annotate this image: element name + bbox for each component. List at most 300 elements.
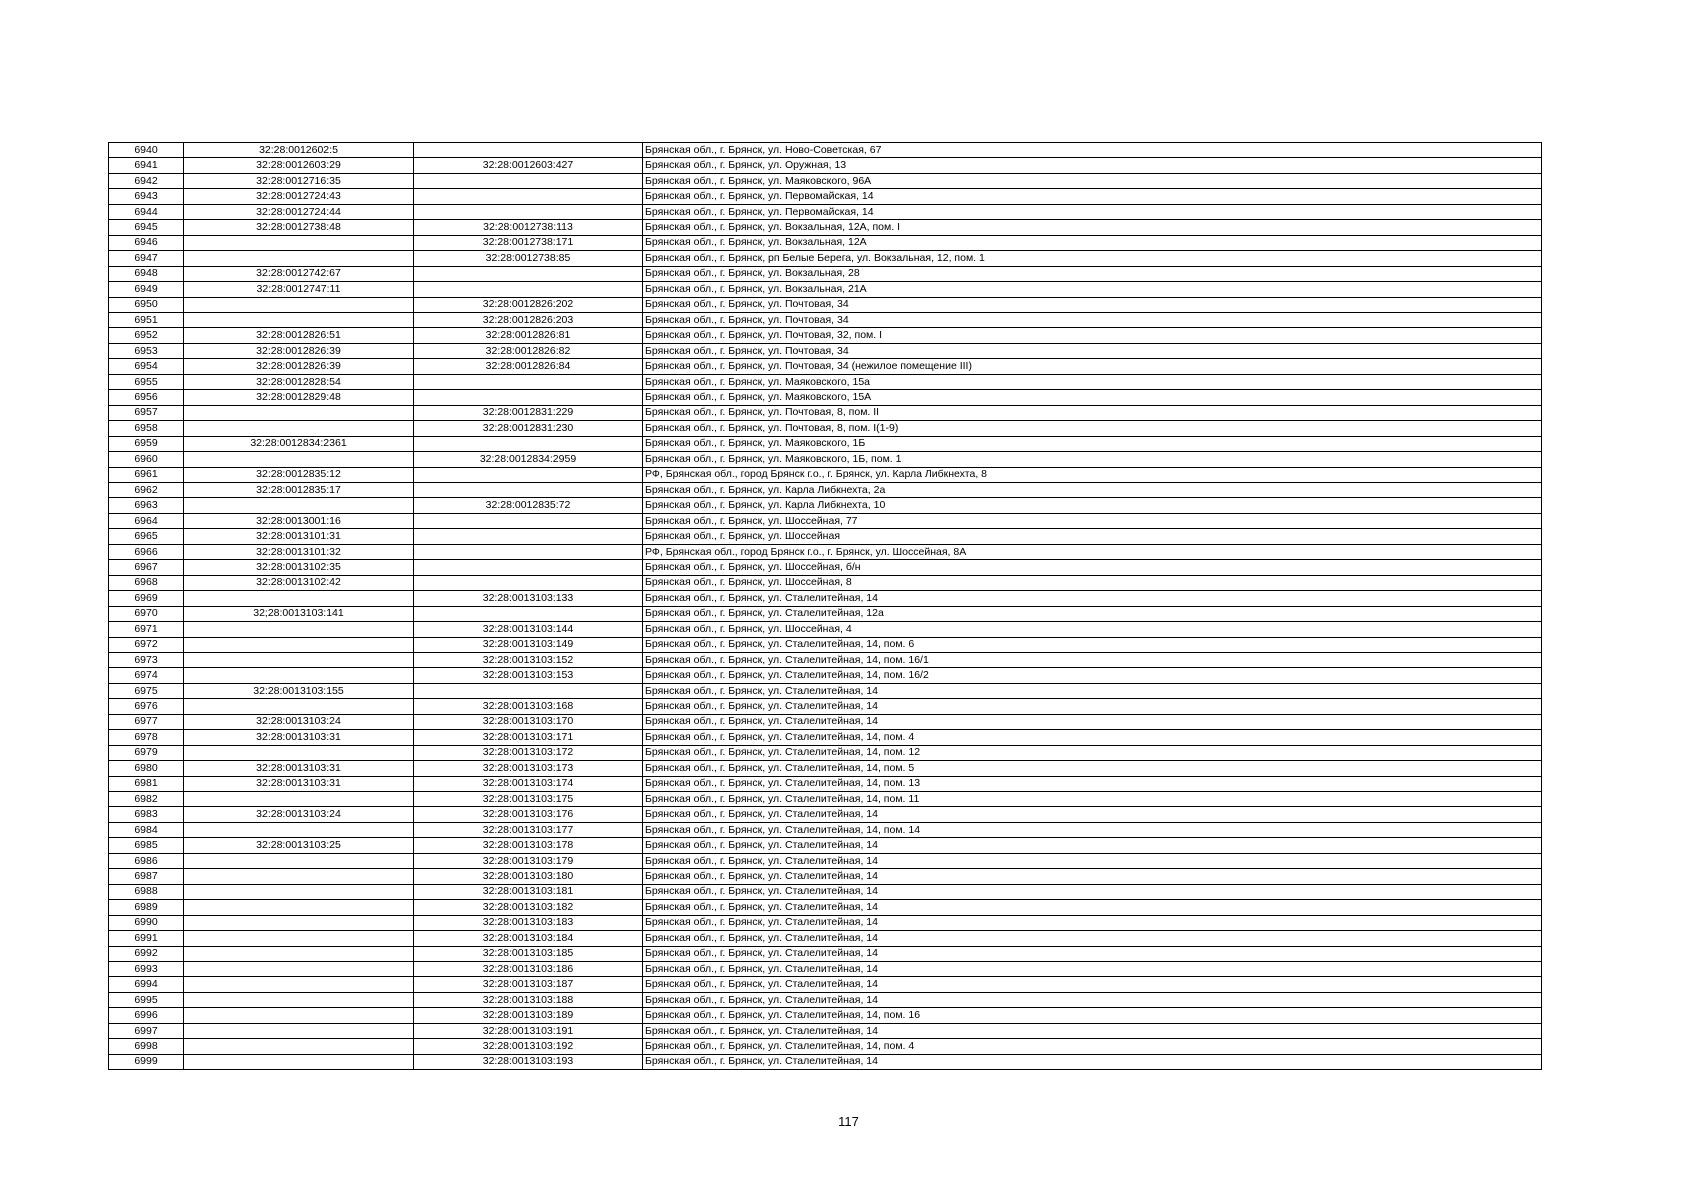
address-cell: Брянская обл., г. Брянск, рп Белые Берега, ул. Вокзальная, 12, пом. 1: [643, 251, 1542, 266]
row-number-cell: 6978: [109, 730, 184, 745]
land-cadastral-number-cell: [184, 884, 414, 899]
object-cadastral-number-cell: 32:28:0012831:229: [414, 405, 643, 420]
address-cell: РФ, Брянская обл., город Брянск г.о., г. Брянск, ул. Карла Либкнехта, 8: [643, 467, 1542, 482]
row-number-cell: 6945: [109, 220, 184, 235]
row-number-cell: 6981: [109, 776, 184, 791]
table-row: [109, 637, 1542, 652]
land-cadastral-number-cell: [184, 1023, 414, 1038]
row-number-cell: 6989: [109, 900, 184, 915]
address-cell: Брянская обл., г. Брянск, ул. Сталелитейная, 14, пом. 4: [643, 730, 1542, 745]
address-cell: Брянская обл., г. Брянск, ул. Сталелитейная, 14: [643, 884, 1542, 899]
land-cadastral-number-cell: [184, 900, 414, 915]
object-cadastral-number-cell: [414, 467, 643, 482]
table-row: [109, 343, 1542, 358]
table-row: [109, 436, 1542, 451]
object-cadastral-number-cell: 32:28:0013103:184: [414, 931, 643, 946]
table-row: [109, 807, 1542, 822]
row-number-cell: 6955: [109, 374, 184, 389]
table-row: [109, 1008, 1542, 1023]
row-number-cell: 6993: [109, 962, 184, 977]
land-cadastral-number-cell: [184, 452, 414, 467]
row-number-cell: 6987: [109, 869, 184, 884]
land-cadastral-number-cell: 32:28:0012835:17: [184, 482, 414, 497]
address-cell: РФ, Брянская обл., город Брянск г.о., г. Брянск, ул. Шоссейная, 8А: [643, 544, 1542, 559]
object-cadastral-number-cell: [414, 189, 643, 204]
row-number-cell: 6982: [109, 792, 184, 807]
object-cadastral-number-cell: 32:28:0012826:203: [414, 312, 643, 327]
object-cadastral-number-cell: [414, 544, 643, 559]
land-cadastral-number-cell: 32:28:0012603:29: [184, 158, 414, 173]
land-cadastral-number-cell: 32:28:0012716:35: [184, 173, 414, 188]
object-cadastral-number-cell: 32:28:0012826:202: [414, 297, 643, 312]
land-cadastral-number-cell: [184, 745, 414, 760]
address-cell: Брянская обл., г. Брянск, ул. Сталелитейная, 12а: [643, 606, 1542, 621]
address-cell: Брянская обл., г. Брянск, ул. Первомайская, 14: [643, 189, 1542, 204]
land-cadastral-number-cell: [184, 652, 414, 667]
address-cell: Брянская обл., г. Брянск, ул. Шоссейная, б/н: [643, 560, 1542, 575]
table-row: [109, 266, 1542, 281]
land-cadastral-number-cell: 32:28:0013103:24: [184, 714, 414, 729]
table-row: [109, 977, 1542, 992]
land-cadastral-number-cell: [184, 312, 414, 327]
table-row: [109, 992, 1542, 1007]
land-cadastral-number-cell: [184, 668, 414, 683]
object-cadastral-number-cell: 32:28:0013103:175: [414, 792, 643, 807]
address-cell: Брянская обл., г. Брянск, ул. Первомайская, 14: [643, 204, 1542, 219]
row-number-cell: 6957: [109, 405, 184, 420]
table-row: [109, 575, 1542, 590]
table-row: [109, 776, 1542, 791]
table-row: [109, 498, 1542, 513]
address-cell: Брянская обл., г. Брянск, ул. Вокзальная, 28: [643, 266, 1542, 281]
land-cadastral-number-cell: 32:28:0012826:39: [184, 343, 414, 358]
row-number-cell: 6944: [109, 204, 184, 219]
address-cell: Брянская обл., г. Брянск, ул. Шоссейная, 8: [643, 575, 1542, 590]
address-cell: Брянская обл., г. Брянск, ул. Сталелитейная, 14: [643, 977, 1542, 992]
object-cadastral-number-cell: 32:28:0013103:183: [414, 915, 643, 930]
table-row: [109, 822, 1542, 837]
object-cadastral-number-cell: [414, 575, 643, 590]
row-number-cell: 6975: [109, 683, 184, 698]
row-number-cell: 6952: [109, 328, 184, 343]
object-cadastral-number-cell: 32:28:0013103:171: [414, 730, 643, 745]
row-number-cell: 6991: [109, 931, 184, 946]
land-cadastral-number-cell: 32;28:0013103:141: [184, 606, 414, 621]
land-cadastral-number-cell: [184, 637, 414, 652]
table-row: [109, 282, 1542, 297]
row-number-cell: 6950: [109, 297, 184, 312]
object-cadastral-number-cell: 32:28:0013103:172: [414, 745, 643, 760]
table-row: [109, 869, 1542, 884]
land-cadastral-number-cell: [184, 498, 414, 513]
land-cadastral-number-cell: 32:28:0012602:5: [184, 143, 414, 158]
address-cell: Брянская обл., г. Брянск, ул. Маяковского, 1Б: [643, 436, 1542, 451]
address-cell: Брянская обл., г. Брянск, ул. Шоссейная: [643, 529, 1542, 544]
object-cadastral-number-cell: [414, 173, 643, 188]
land-cadastral-number-cell: [184, 792, 414, 807]
object-cadastral-number-cell: 32:28:0012826:82: [414, 343, 643, 358]
row-number-cell: 6968: [109, 575, 184, 590]
table-row: [109, 745, 1542, 760]
land-cadastral-number-cell: 32:28:0013103:155: [184, 683, 414, 698]
land-cadastral-number-cell: [184, 931, 414, 946]
object-cadastral-number-cell: 32:28:0013103:176: [414, 807, 643, 822]
address-cell: Брянская обл., г. Брянск, ул. Сталелитейная, 14, пом. 12: [643, 745, 1542, 760]
table-row: [109, 931, 1542, 946]
row-number-cell: 6976: [109, 699, 184, 714]
table-row: [109, 405, 1542, 420]
table-row: [109, 652, 1542, 667]
row-number-cell: 6966: [109, 544, 184, 559]
table-row: [109, 915, 1542, 930]
object-cadastral-number-cell: 32:28:0012835:72: [414, 498, 643, 513]
address-cell: Брянская обл., г. Брянск, ул. Почтовая, 34: [643, 343, 1542, 358]
address-cell: Брянская обл., г. Брянск, ул. Сталелитейная, 14: [643, 683, 1542, 698]
table-row: [109, 730, 1542, 745]
table-row: [109, 143, 1542, 158]
land-cadastral-number-cell: [184, 977, 414, 992]
address-cell: Брянская обл., г. Брянск, ул. Сталелитейная, 14: [643, 714, 1542, 729]
address-cell: Брянская обл., г. Брянск, ул. Сталелитейная, 14, пом. 5: [643, 761, 1542, 776]
object-cadastral-number-cell: 32:28:0012738:113: [414, 220, 643, 235]
address-cell: Брянская обл., г. Брянск, ул. Маяковского, 15а: [643, 374, 1542, 389]
page-number: 117: [838, 1114, 859, 1129]
row-number-cell: 6969: [109, 591, 184, 606]
cadastral-table-body: [109, 143, 1542, 1070]
object-cadastral-number-cell: 32:28:0013103:191: [414, 1023, 643, 1038]
row-number-cell: 6988: [109, 884, 184, 899]
address-cell: Брянская обл., г. Брянск, ул. Сталелитейная, 14: [643, 946, 1542, 961]
address-cell: Брянская обл., г. Брянск, ул. Сталелитейная, 14, пом. 11: [643, 792, 1542, 807]
address-cell: Брянская обл., г. Брянск, ул. Почтовая, 8, пом. I(1-9): [643, 421, 1542, 436]
object-cadastral-number-cell: 32:28:0013103:144: [414, 622, 643, 637]
land-cadastral-number-cell: [184, 822, 414, 837]
object-cadastral-number-cell: 32:28:0013103:152: [414, 652, 643, 667]
address-cell: Брянская обл., г. Брянск, ул. Маяковского, 1Б, пом. 1: [643, 452, 1542, 467]
land-cadastral-number-cell: [184, 946, 414, 961]
address-cell: Брянская обл., г. Брянск, ул. Маяковского, 15А: [643, 390, 1542, 405]
object-cadastral-number-cell: [414, 683, 643, 698]
land-cadastral-number-cell: 32:28:0012826:39: [184, 359, 414, 374]
table-row: [109, 390, 1542, 405]
table-row: [109, 220, 1542, 235]
object-cadastral-number-cell: 32:28:0013103:187: [414, 977, 643, 992]
row-number-cell: 6954: [109, 359, 184, 374]
table-row: [109, 714, 1542, 729]
object-cadastral-number-cell: [414, 436, 643, 451]
object-cadastral-number-cell: 32:28:0013103:192: [414, 1039, 643, 1054]
land-cadastral-number-cell: 32:28:0012747:11: [184, 282, 414, 297]
row-number-cell: 6949: [109, 282, 184, 297]
object-cadastral-number-cell: 32:28:0013103:133: [414, 591, 643, 606]
address-cell: Брянская обл., г. Брянск, ул. Сталелитейная, 14: [643, 1054, 1542, 1069]
table-row: [109, 838, 1542, 853]
row-number-cell: 6971: [109, 622, 184, 637]
address-cell: Брянская обл., г. Брянск, ул. Сталелитейная, 14: [643, 962, 1542, 977]
land-cadastral-number-cell: 32:28:0013103:31: [184, 776, 414, 791]
table-row: [109, 312, 1542, 327]
object-cadastral-number-cell: 32:28:0013103:189: [414, 1008, 643, 1023]
address-cell: Брянская обл., г. Брянск, ул. Вокзальная, 21А: [643, 282, 1542, 297]
address-cell: Брянская обл., г. Брянск, ул. Сталелитейная, 14: [643, 869, 1542, 884]
table-row: [109, 467, 1542, 482]
object-cadastral-number-cell: 32:28:0012834:2959: [414, 452, 643, 467]
row-number-cell: 6973: [109, 652, 184, 667]
land-cadastral-number-cell: [184, 1054, 414, 1069]
row-number-cell: 6970: [109, 606, 184, 621]
address-cell: Брянская обл., г. Брянск, ул. Сталелитейная, 14: [643, 900, 1542, 915]
table-row: [109, 946, 1542, 961]
object-cadastral-number-cell: 32:28:0012831:230: [414, 421, 643, 436]
object-cadastral-number-cell: [414, 606, 643, 621]
table-row: [109, 421, 1542, 436]
object-cadastral-number-cell: 32:28:0013103:149: [414, 637, 643, 652]
address-cell: Брянская обл., г. Брянск, ул. Маяковского, 96А: [643, 173, 1542, 188]
table-row: [109, 204, 1542, 219]
table-row: [109, 235, 1542, 250]
row-number-cell: 6977: [109, 714, 184, 729]
address-cell: Брянская обл., г. Брянск, ул. Сталелитейная, 14: [643, 699, 1542, 714]
land-cadastral-number-cell: 32:28:0012829:48: [184, 390, 414, 405]
address-cell: Брянская обл., г. Брянск, ул. Сталелитейная, 14: [643, 591, 1542, 606]
table-row: [109, 189, 1542, 204]
row-number-cell: 6947: [109, 251, 184, 266]
object-cadastral-number-cell: 32:28:0013103:185: [414, 946, 643, 961]
address-cell: Брянская обл., г. Брянск, ул. Почтовая, 34: [643, 312, 1542, 327]
address-cell: Брянская обл., г. Брянск, ул. Карла Либкнехта, 2а: [643, 482, 1542, 497]
land-cadastral-number-cell: [184, 699, 414, 714]
row-number-cell: 6958: [109, 421, 184, 436]
row-number-cell: 6983: [109, 807, 184, 822]
land-cadastral-number-cell: 32:28:0013102:42: [184, 575, 414, 590]
land-cadastral-number-cell: [184, 405, 414, 420]
row-number-cell: 6940: [109, 143, 184, 158]
address-cell: Брянская обл., г. Брянск, ул. Сталелитейная, 14: [643, 931, 1542, 946]
land-cadastral-number-cell: 32:28:0012828:54: [184, 374, 414, 389]
land-cadastral-number-cell: [184, 915, 414, 930]
row-number-cell: 6995: [109, 992, 184, 1007]
object-cadastral-number-cell: 32:28:0012826:84: [414, 359, 643, 374]
table-row: [109, 792, 1542, 807]
table-row: [109, 884, 1542, 899]
address-cell: Брянская обл., г. Брянск, ул. Шоссейная, 4: [643, 622, 1542, 637]
row-number-cell: 6974: [109, 668, 184, 683]
object-cadastral-number-cell: 32:28:0013103:181: [414, 884, 643, 899]
row-number-cell: 6997: [109, 1023, 184, 1038]
address-cell: Брянская обл., г. Брянск, ул. Сталелитейная, 14, пом. 6: [643, 637, 1542, 652]
row-number-cell: 6990: [109, 915, 184, 930]
address-cell: Брянская обл., г. Брянск, ул. Сталелитейная, 14, пом. 16/1: [643, 652, 1542, 667]
address-cell: Брянская обл., г. Брянск, ул. Вокзальная, 12А, пом. I: [643, 220, 1542, 235]
object-cadastral-number-cell: [414, 513, 643, 528]
object-cadastral-number-cell: [414, 266, 643, 281]
table-row: [109, 1039, 1542, 1054]
land-cadastral-number-cell: 32:28:0012724:43: [184, 189, 414, 204]
object-cadastral-number-cell: 32:28:0013103:173: [414, 761, 643, 776]
table-row: [109, 699, 1542, 714]
table-row: [109, 606, 1542, 621]
table-row: [109, 622, 1542, 637]
table-row: [109, 482, 1542, 497]
table-row: [109, 761, 1542, 776]
table-row: [109, 328, 1542, 343]
address-cell: Брянская обл., г. Брянск, ул. Сталелитейная, 14, пом. 13: [643, 776, 1542, 791]
object-cadastral-number-cell: 32:28:0013103:182: [414, 900, 643, 915]
row-number-cell: 6985: [109, 838, 184, 853]
row-number-cell: 6996: [109, 1008, 184, 1023]
land-cadastral-number-cell: 32:28:0013101:31: [184, 529, 414, 544]
land-cadastral-number-cell: [184, 251, 414, 266]
row-number-cell: 6948: [109, 266, 184, 281]
object-cadastral-number-cell: [414, 482, 643, 497]
table-row: [109, 544, 1542, 559]
land-cadastral-number-cell: [184, 1008, 414, 1023]
row-number-cell: 6998: [109, 1039, 184, 1054]
row-number-cell: 6951: [109, 312, 184, 327]
row-number-cell: 6994: [109, 977, 184, 992]
land-cadastral-number-cell: 32:28:0012826:51: [184, 328, 414, 343]
address-cell: Брянская обл., г. Брянск, ул. Сталелитейная, 14: [643, 1023, 1542, 1038]
land-cadastral-number-cell: 32:28:0012738:48: [184, 220, 414, 235]
land-cadastral-number-cell: [184, 297, 414, 312]
object-cadastral-number-cell: 32:28:0013103:193: [414, 1054, 643, 1069]
address-cell: Брянская обл., г. Брянск, ул. Оружная, 13: [643, 158, 1542, 173]
address-cell: Брянская обл., г. Брянск, ул. Сталелитейная, 14: [643, 853, 1542, 868]
land-cadastral-number-cell: 32:28:0013103:31: [184, 730, 414, 745]
row-number-cell: 6963: [109, 498, 184, 513]
land-cadastral-number-cell: [184, 853, 414, 868]
table-row: [109, 297, 1542, 312]
row-number-cell: 6961: [109, 467, 184, 482]
land-cadastral-number-cell: 32:28:0012835:12: [184, 467, 414, 482]
land-cadastral-number-cell: 32:28:0012742:67: [184, 266, 414, 281]
object-cadastral-number-cell: 32:28:0013103:179: [414, 853, 643, 868]
object-cadastral-number-cell: [414, 560, 643, 575]
land-cadastral-number-cell: [184, 421, 414, 436]
table-row: [109, 158, 1542, 173]
table-row: [109, 452, 1542, 467]
table-row: [109, 900, 1542, 915]
object-cadastral-number-cell: 32:28:0012738:171: [414, 235, 643, 250]
table-row: [109, 1023, 1542, 1038]
address-cell: Брянская обл., г. Брянск, ул. Сталелитейная, 14: [643, 838, 1542, 853]
land-cadastral-number-cell: 32:28:0013103:25: [184, 838, 414, 853]
object-cadastral-number-cell: 32:28:0012603:427: [414, 158, 643, 173]
address-cell: Брянская обл., г. Брянск, ул. Сталелитейная, 14, пом. 14: [643, 822, 1542, 837]
object-cadastral-number-cell: [414, 529, 643, 544]
address-cell: Брянская обл., г. Брянск, ул. Почтовая, 34 (нежилое помещение III): [643, 359, 1542, 374]
land-cadastral-number-cell: [184, 591, 414, 606]
table-row: [109, 962, 1542, 977]
address-cell: Брянская обл., г. Брянск, ул. Почтовая, 34: [643, 297, 1542, 312]
row-number-cell: 6953: [109, 343, 184, 358]
row-number-cell: 6956: [109, 390, 184, 405]
object-cadastral-number-cell: 32:28:0012826:81: [414, 328, 643, 343]
row-number-cell: 6992: [109, 946, 184, 961]
table-row: [109, 683, 1542, 698]
object-cadastral-number-cell: [414, 374, 643, 389]
object-cadastral-number-cell: 32:28:0013103:174: [414, 776, 643, 791]
object-cadastral-number-cell: 32:28:0013103:180: [414, 869, 643, 884]
table-row: [109, 374, 1542, 389]
object-cadastral-number-cell: 32:28:0013103:186: [414, 962, 643, 977]
land-cadastral-number-cell: 32:28:0013101:32: [184, 544, 414, 559]
row-number-cell: 6946: [109, 235, 184, 250]
row-number-cell: 6942: [109, 173, 184, 188]
land-cadastral-number-cell: [184, 622, 414, 637]
object-cadastral-number-cell: 32:28:0013103:188: [414, 992, 643, 1007]
table-row: [109, 591, 1542, 606]
object-cadastral-number-cell: 32:28:0012738:85: [414, 251, 643, 266]
address-cell: Брянская обл., г. Брянск, ул. Ново-Советская, 67: [643, 143, 1542, 158]
row-number-cell: 6959: [109, 436, 184, 451]
row-number-cell: 6979: [109, 745, 184, 760]
row-number-cell: 6941: [109, 158, 184, 173]
object-cadastral-number-cell: 32:28:0013103:177: [414, 822, 643, 837]
table-row: [109, 359, 1542, 374]
land-cadastral-number-cell: [184, 235, 414, 250]
table-row: [109, 560, 1542, 575]
row-number-cell: 6972: [109, 637, 184, 652]
address-cell: Брянская обл., г. Брянск, ул. Шоссейная, 77: [643, 513, 1542, 528]
object-cadastral-number-cell: 32:28:0013103:178: [414, 838, 643, 853]
table-row: [109, 173, 1542, 188]
table-row: [109, 1054, 1542, 1069]
row-number-cell: 6980: [109, 761, 184, 776]
address-cell: Брянская обл., г. Брянск, ул. Сталелитейная, 14: [643, 992, 1542, 1007]
table-row: [109, 529, 1542, 544]
land-cadastral-number-cell: 32:28:0012834:2361: [184, 436, 414, 451]
land-cadastral-number-cell: 32:28:0012724:44: [184, 204, 414, 219]
object-cadastral-number-cell: [414, 143, 643, 158]
object-cadastral-number-cell: [414, 282, 643, 297]
land-cadastral-number-cell: 32:28:0013103:24: [184, 807, 414, 822]
row-number-cell: 6943: [109, 189, 184, 204]
land-cadastral-number-cell: [184, 992, 414, 1007]
row-number-cell: 6967: [109, 560, 184, 575]
address-cell: Брянская обл., г. Брянск, ул. Почтовая, 32, пом. I: [643, 328, 1542, 343]
object-cadastral-number-cell: 32:28:0013103:170: [414, 714, 643, 729]
row-number-cell: 6960: [109, 452, 184, 467]
row-number-cell: 6986: [109, 853, 184, 868]
row-number-cell: 6984: [109, 822, 184, 837]
object-cadastral-number-cell: 32:28:0013103:168: [414, 699, 643, 714]
row-number-cell: 6999: [109, 1054, 184, 1069]
address-cell: Брянская обл., г. Брянск, ул. Почтовая, 8, пом. II: [643, 405, 1542, 420]
address-cell: Брянская обл., г. Брянск, ул. Сталелитейная, 14, пом. 16: [643, 1008, 1542, 1023]
land-cadastral-number-cell: 32:28:0013103:31: [184, 761, 414, 776]
table-row: [109, 251, 1542, 266]
cadastral-table: [108, 142, 1542, 1070]
object-cadastral-number-cell: [414, 204, 643, 219]
table-row: [109, 513, 1542, 528]
land-cadastral-number-cell: [184, 869, 414, 884]
address-cell: Брянская обл., г. Брянск, ул. Карла Либкнехта, 10: [643, 498, 1542, 513]
address-cell: Брянская обл., г. Брянск, ул. Сталелитейная, 14: [643, 807, 1542, 822]
table-row: [109, 668, 1542, 683]
address-cell: Брянская обл., г. Брянск, ул. Сталелитейная, 14, пом. 4: [643, 1039, 1542, 1054]
land-cadastral-number-cell: 32:28:0013102:35: [184, 560, 414, 575]
object-cadastral-number-cell: [414, 390, 643, 405]
address-cell: Брянская обл., г. Брянск, ул. Вокзальная, 12А: [643, 235, 1542, 250]
address-cell: Брянская обл., г. Брянск, ул. Сталелитейная, 14, пом. 16/2: [643, 668, 1542, 683]
land-cadastral-number-cell: [184, 962, 414, 977]
row-number-cell: 6962: [109, 482, 184, 497]
table-row: [109, 853, 1542, 868]
land-cadastral-number-cell: 32:28:0013001:16: [184, 513, 414, 528]
address-cell: Брянская обл., г. Брянск, ул. Сталелитейная, 14: [643, 915, 1542, 930]
land-cadastral-number-cell: [184, 1039, 414, 1054]
